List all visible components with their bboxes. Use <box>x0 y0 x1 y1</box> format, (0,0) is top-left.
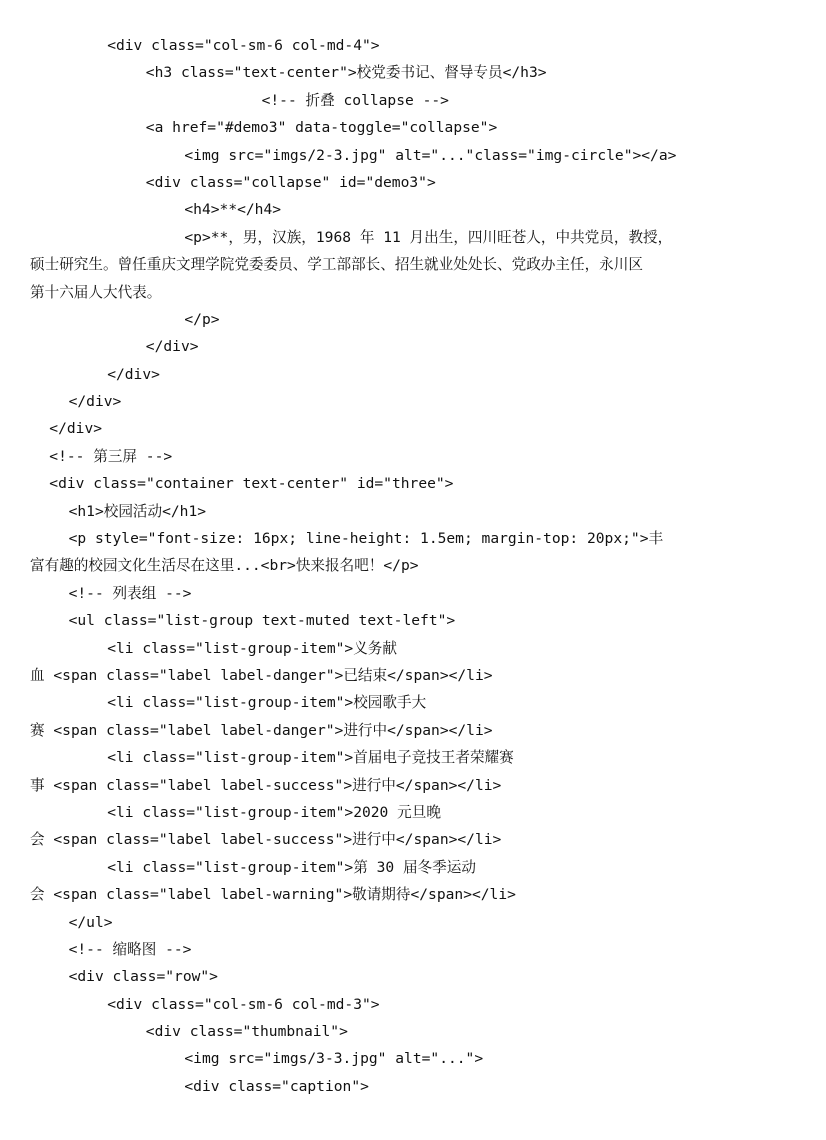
code-line: 会 <span class="label label-warning">敬请期待</span></li> <box>30 886 516 904</box>
code-line: <div class="collapse" id="demo3"> <box>145 173 436 191</box>
code-line: </div> <box>49 420 103 438</box>
code-line: </div> <box>145 338 199 356</box>
code-line: <p style="font-size: 16px; line-height: 1.5em; margin-top: 20px;">丰 <box>68 530 664 548</box>
code-line: <li class="list-group-item">首届电子竞技王者荣耀赛 <box>107 749 514 767</box>
code-line: <h1>校园活动</h1> <box>68 502 207 520</box>
code-line: <div class="caption"> <box>184 1077 369 1095</box>
code-line: <li class="list-group-item">义务献 <box>107 639 397 657</box>
code-line: <div class="col-sm-6 col-md-3"> <box>107 995 380 1013</box>
code-line: <p>**，男，汉族，1968 年 11 月出生，四川旺苍人，中共党员，教授， <box>184 228 673 246</box>
code-line: <div class="row"> <box>68 968 218 986</box>
code-line: 事 <span class="label label-success">进行中</span></li> <box>30 776 502 794</box>
code-line: <div class="container text-center" id="three"> <box>49 475 454 493</box>
code-listing <box>30 32 810 1100</box>
code-line: <img src="imgs/3-3.jpg" alt="..."> <box>184 1050 484 1068</box>
code-line: 第十六届人大代表。 <box>30 283 162 301</box>
code-line: <h4>**</h4> <box>184 201 282 219</box>
code-line: <!-- 列表组 --> <box>68 584 192 602</box>
code-line: <li class="list-group-item">校园歌手大 <box>107 694 427 712</box>
code-line: <!-- 缩略图 --> <box>68 940 192 958</box>
code-line: </ul> <box>68 913 113 931</box>
code-line: </div> <box>107 365 160 383</box>
code-line: 血 <span class="label label-danger">已结束</span></li> <box>30 666 493 684</box>
code-line: 赛 <span class="label label-danger">进行中</span></li> <box>30 721 493 739</box>
code-line: 会 <span class="label label-success">进行中</span></li> <box>30 831 502 849</box>
code-line: <a href="#demo3" data-toggle="collapse"> <box>145 119 498 137</box>
code-line: </p> <box>184 310 220 328</box>
code-line: <li class="list-group-item">第 30 届冬季运动 <box>107 858 476 876</box>
code-line: <h3 class="text-center">校党委书记、督导专员</h3> <box>145 64 547 82</box>
code-line: <!-- 第三屏 --> <box>49 447 173 465</box>
code-line: </div> <box>68 393 122 411</box>
code-line: 富有趣的校园文化生活尽在这里...<br>快来报名吧！</p> <box>30 557 419 575</box>
code-line: <li class="list-group-item">2020 元旦晚 <box>107 803 441 821</box>
code-line: <!-- 折叠 collapse --> <box>261 91 449 109</box>
code-line: <img src="imgs/2-3.jpg" alt="..."class="img-circle"></a> <box>184 146 677 164</box>
code-line: <div class="col-sm-6 col-md-4"> <box>107 37 380 54</box>
code-line: 硕士研究生。曾任重庆文理学院党委委员、学工部部长、招生就业处处长、党政办主任，永川区 <box>30 256 643 274</box>
code-line: <ul class="list-group text-muted text-left"> <box>68 612 456 630</box>
code-line: <div class="thumbnail"> <box>145 1023 348 1041</box>
